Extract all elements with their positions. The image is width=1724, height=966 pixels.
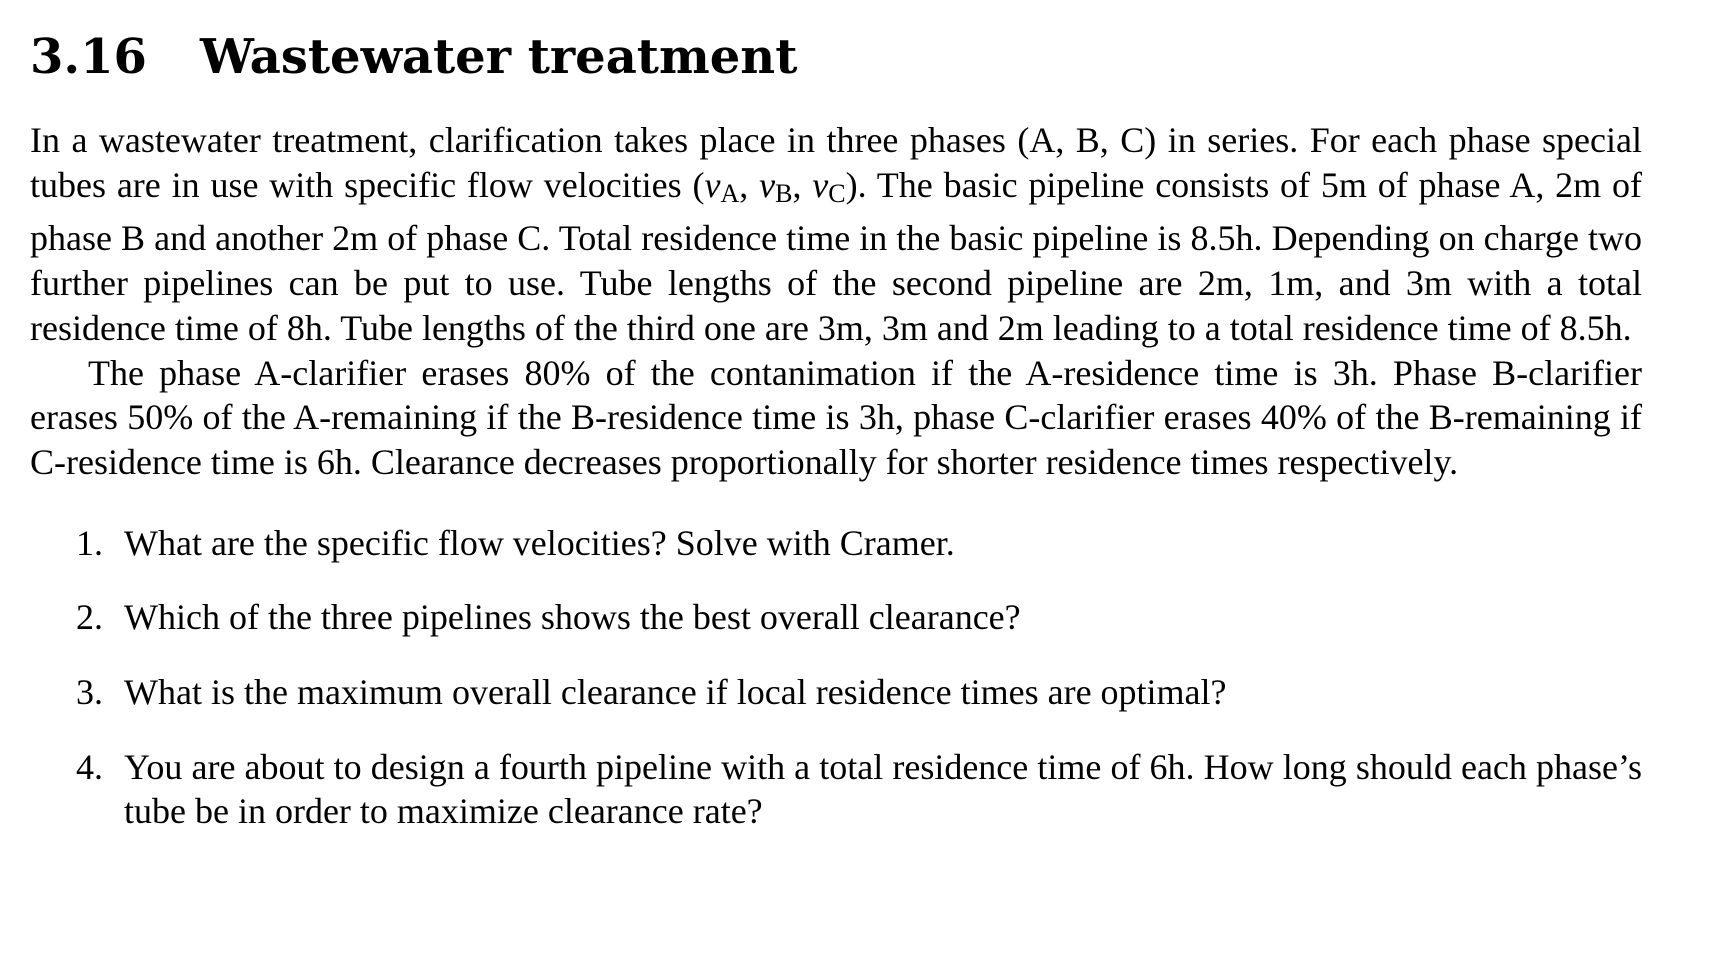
velocity-a-symbol: v <box>704 164 721 205</box>
section-number: 3.16 <box>30 29 147 85</box>
question-number: 2. <box>76 597 103 638</box>
velocity-a <box>704 164 740 208</box>
question-number: 3. <box>76 672 103 713</box>
question-item <box>30 521 1642 566</box>
separator-2: , <box>792 164 813 205</box>
question-item <box>30 595 1642 640</box>
question-list <box>30 521 1642 835</box>
velocity-b-subscript: B <box>775 178 793 208</box>
velocity-a-subscript: A <box>720 178 740 208</box>
question-item <box>30 670 1642 715</box>
document-page <box>30 24 1642 864</box>
question-text: You are about to design a fourth pipeline with a total residence time of 6h. How long should each phase’s tube be in order to maximize clearance rate? <box>124 746 1642 832</box>
intro-paragraph <box>30 118 1642 351</box>
velocity-c <box>812 164 846 208</box>
question-text: Which of the three pipelines shows the best overall clearance? <box>124 597 1021 638</box>
velocity-c-symbol: v <box>812 164 829 205</box>
section-heading <box>30 24 1642 90</box>
question-item <box>30 745 1642 834</box>
section-title: Wastewater treatment <box>200 29 798 85</box>
question-number: 4. <box>76 746 103 787</box>
velocity-b-symbol: v <box>759 164 776 205</box>
question-number: 1. <box>76 522 103 563</box>
question-text: What are the specific flow velocities? Solve with Cramer. <box>124 522 955 563</box>
question-text: What is the maximum overall clearance if local residence times are optimal? <box>124 672 1227 713</box>
clarifier-paragraph: The phase A-clarifier erases 80% of the contanimation if the A-residence time is 3h. Phase B-clarifier erases 50% of the A-remaining if the B-residence time is 3h, phase C-clarifier erases 40% of the B-remaining if C-residence time is 6h. Clearance decreases proportionally for shorter residence times respectively. <box>30 352 1642 482</box>
separator-1: , <box>739 164 760 205</box>
intro-text-start: In a wastewater treatment, clarification takes place in three phases (A, B, C) in series. For each phase special tubes are in use with specific flow velocities ( <box>30 120 1642 205</box>
intro-text-end: ). The basic pipeline consists of 5m of phase A, 2m of phase B and another 2m of phase C. Total residence time in the basic pipeline is 8.5h. Depending on charge two further pipelines can be put to use. Tube lengths of the second pipeline are 2m, 1m, and 3m with a total residence time of 8h. Tube lengths of the third one are 3m, 3m and 2m leading to a total residence time of 8.5h. <box>30 164 1643 348</box>
velocity-b <box>759 164 793 208</box>
velocity-c-subscript: C <box>828 178 846 208</box>
